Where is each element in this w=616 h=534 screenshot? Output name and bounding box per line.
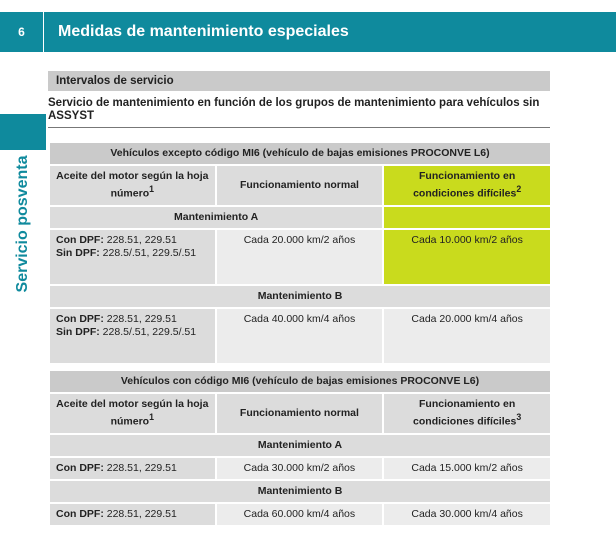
engine-oil-cell: Con DPF: 228.51, 229.51 xyxy=(50,458,215,479)
service-table-1 xyxy=(48,141,552,365)
col-header-hard: Funcionamiento en condiciones difíciles$^2$ xyxy=(384,166,550,205)
col-header-normal: Funcionamiento normal xyxy=(217,394,383,433)
hard-interval-cell: Cada 15.000 km/2 años xyxy=(384,458,550,479)
page-number: 6 xyxy=(0,12,44,52)
table-title: Vehículos con código MI6 (vehículo de bajas emisiones PROCONVE L6) xyxy=(50,371,550,392)
group-header-b: Mantenimiento B xyxy=(50,481,550,502)
col-header-hard: Funcionamiento en condiciones difíciles$^3$ xyxy=(384,394,550,433)
chapter-title: Medidas de mantenimiento especiales xyxy=(58,23,349,40)
table-title: Vehículos excepto código MI6 (vehículo de bajas emisiones PROCONVE L6) xyxy=(50,143,550,164)
group-header-a: Mantenimiento A xyxy=(50,435,550,456)
section-intro: Servicio de mantenimiento en función de los grupos de mantenimiento para vehículos sin ASSYST xyxy=(48,97,550,128)
hard-interval-cell: Cada 20.000 km/4 años xyxy=(384,309,550,363)
normal-interval-cell: Cada 30.000 km/2 años xyxy=(217,458,383,479)
engine-oil-cell: Con DPF: 228.51, 229.51 Sin DPF: 228.5/.51, 229.5/.51 xyxy=(50,309,215,363)
sidebar-label: Servicio posventa xyxy=(14,155,31,293)
hard-interval-cell: Cada 10.000 km/2 años xyxy=(384,230,550,284)
col-header-engine-oil: Aceite del motor según la hoja número$^1$ xyxy=(50,166,215,205)
col-header-normal: Funcionamiento normal xyxy=(217,166,383,205)
page-header xyxy=(0,12,616,52)
group-header-a: Mantenimiento A xyxy=(50,207,382,228)
normal-interval-cell: Cada 20.000 km/2 años xyxy=(217,230,383,284)
engine-oil-cell: Con DPF: 228.51, 229.51 xyxy=(50,504,215,525)
service-table-2 xyxy=(48,369,552,527)
group-header-b: Mantenimiento B xyxy=(50,286,550,307)
engine-oil-cell: Con DPF: 228.51, 229.51 Sin DPF: 228.5/.51, 229.5/.51 xyxy=(50,230,215,284)
sidebar-tab-marker xyxy=(0,114,46,150)
section-heading: Intervalos de servicio xyxy=(48,71,550,91)
group-header-a-hard xyxy=(384,207,550,228)
col-header-engine-oil: Aceite del motor según la hoja número$^1$ xyxy=(50,394,215,433)
normal-interval-cell: Cada 40.000 km/4 años xyxy=(217,309,383,363)
hard-interval-cell: Cada 30.000 km/4 años xyxy=(384,504,550,525)
normal-interval-cell: Cada 60.000 km/4 años xyxy=(217,504,383,525)
